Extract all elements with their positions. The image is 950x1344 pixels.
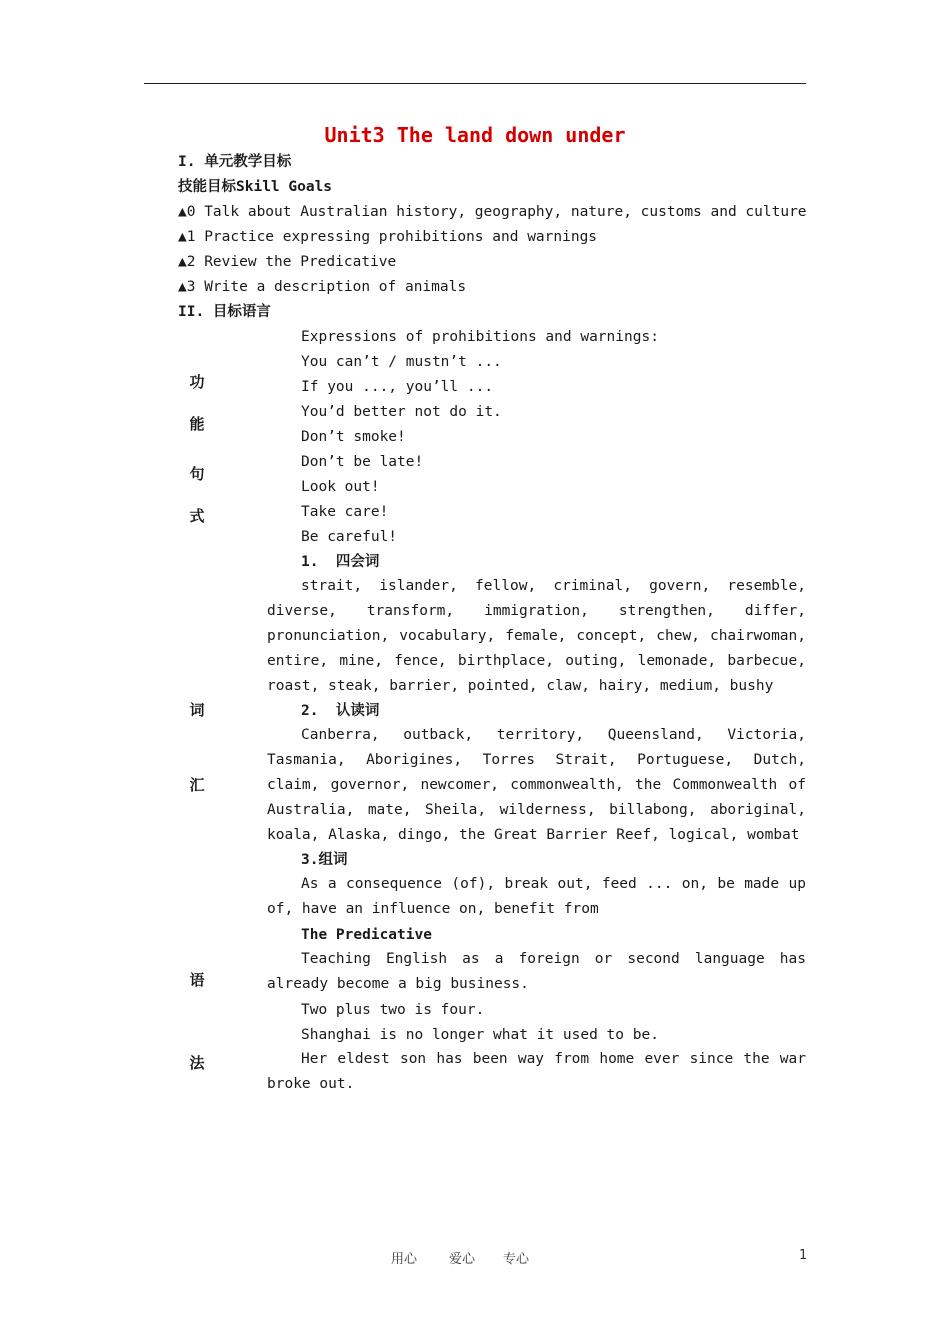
function-line: Be careful! <box>301 529 398 545</box>
grammar-label-char: 语 <box>189 971 205 989</box>
function-line: Take care! <box>301 504 389 520</box>
grammar-text-2: Two plus two is four. <box>301 1002 485 1018</box>
vocab-text-1: strait, islander, fellow, criminal, govern, resemble, diverse, transform, immigration, strengthen, differ, pronunciation, vocabulary, female, concept, chew, chairwoman, entire, mine, fence, birthplace, outing, lemonade, barbecue, roast, steak, barrier, pointed, claw, hairy, medium, bushy <box>267 578 806 694</box>
vocab-text-2: Canberra, outback, territory, Queensland, Victoria, Tasmania, Aborigines, Torres Strait, Portuguese, Dutch, claim, governor, newcomer, commonwealth, the Commonwealth of Australia, mate, Sheila, wilderness, billabong, aboriginal, koala, Alaska, dingo, the Great Barrier Reef, logical, wombat <box>267 727 806 843</box>
vocab-paragraph-2 <box>267 723 806 848</box>
footer-right: 专心 <box>503 1252 530 1267</box>
skill-goals-heading: 技能目标Skill Goals <box>178 179 333 195</box>
function-line: You can’t / mustn’t ... <box>301 354 502 370</box>
function-label-char: 能 <box>189 415 205 433</box>
grammar-paragraph-4 <box>267 1047 806 1097</box>
function-label-char: 式 <box>189 507 205 525</box>
vocab-label-char: 汇 <box>189 776 205 794</box>
function-line: If you ..., you’ll ... <box>301 379 494 395</box>
function-line: You’d better not do it. <box>301 404 502 420</box>
vocab-paragraph-3 <box>267 872 806 922</box>
grammar-text-1: Teaching English as a foreign or second language has already become a big business. <box>267 951 806 992</box>
function-line: Expressions of prohibitions and warnings: <box>301 329 659 345</box>
grammar-paragraph-1 <box>267 947 806 997</box>
function-label-char: 句 <box>189 465 205 483</box>
section1-heading: I. 单元教学目标 <box>178 154 292 170</box>
grammar-heading: The Predicative <box>301 927 432 943</box>
goal-item: ▲2 Review the Predicative <box>178 254 397 270</box>
function-line: Look out! <box>301 479 380 495</box>
function-line: Don’t smoke! <box>301 429 406 445</box>
vocab-paragraph-1 <box>267 574 806 699</box>
page-number: 1 <box>799 1248 808 1263</box>
vocab-heading-1: 1. 四会词 <box>301 554 380 570</box>
vocab-label-char: 词 <box>189 701 205 719</box>
function-label-char: 功 <box>189 373 205 391</box>
grammar-text-3: Shanghai is no longer what it used to be. <box>301 1027 659 1043</box>
section2-heading: II. 目标语言 <box>178 304 271 320</box>
grammar-text-4: Her eldest son has been way from home ever since the war broke out. <box>267 1051 806 1092</box>
function-line: Don’t be late! <box>301 454 424 470</box>
vocab-heading-3: 3.组词 <box>301 852 348 868</box>
goal-item: ▲3 Write a description of animals <box>178 279 467 295</box>
page-title: Unit3 The land down under <box>324 123 626 147</box>
header-rule <box>144 83 806 84</box>
footer-left: 用心 <box>391 1252 418 1267</box>
grammar-label-char: 法 <box>189 1054 205 1072</box>
goal-item: ▲1 Practice expressing prohibitions and warnings <box>178 229 598 245</box>
vocab-text-3: As a consequence (of), break out, feed ... on, be made up of, have an influence on, benefit from <box>267 876 806 917</box>
goal-item: ▲0 Talk about Australian history, geography, nature, customs and culture <box>178 204 807 220</box>
footer-middle: 爱心 <box>449 1252 476 1267</box>
vocab-heading-2: 2. 认读词 <box>301 703 380 719</box>
